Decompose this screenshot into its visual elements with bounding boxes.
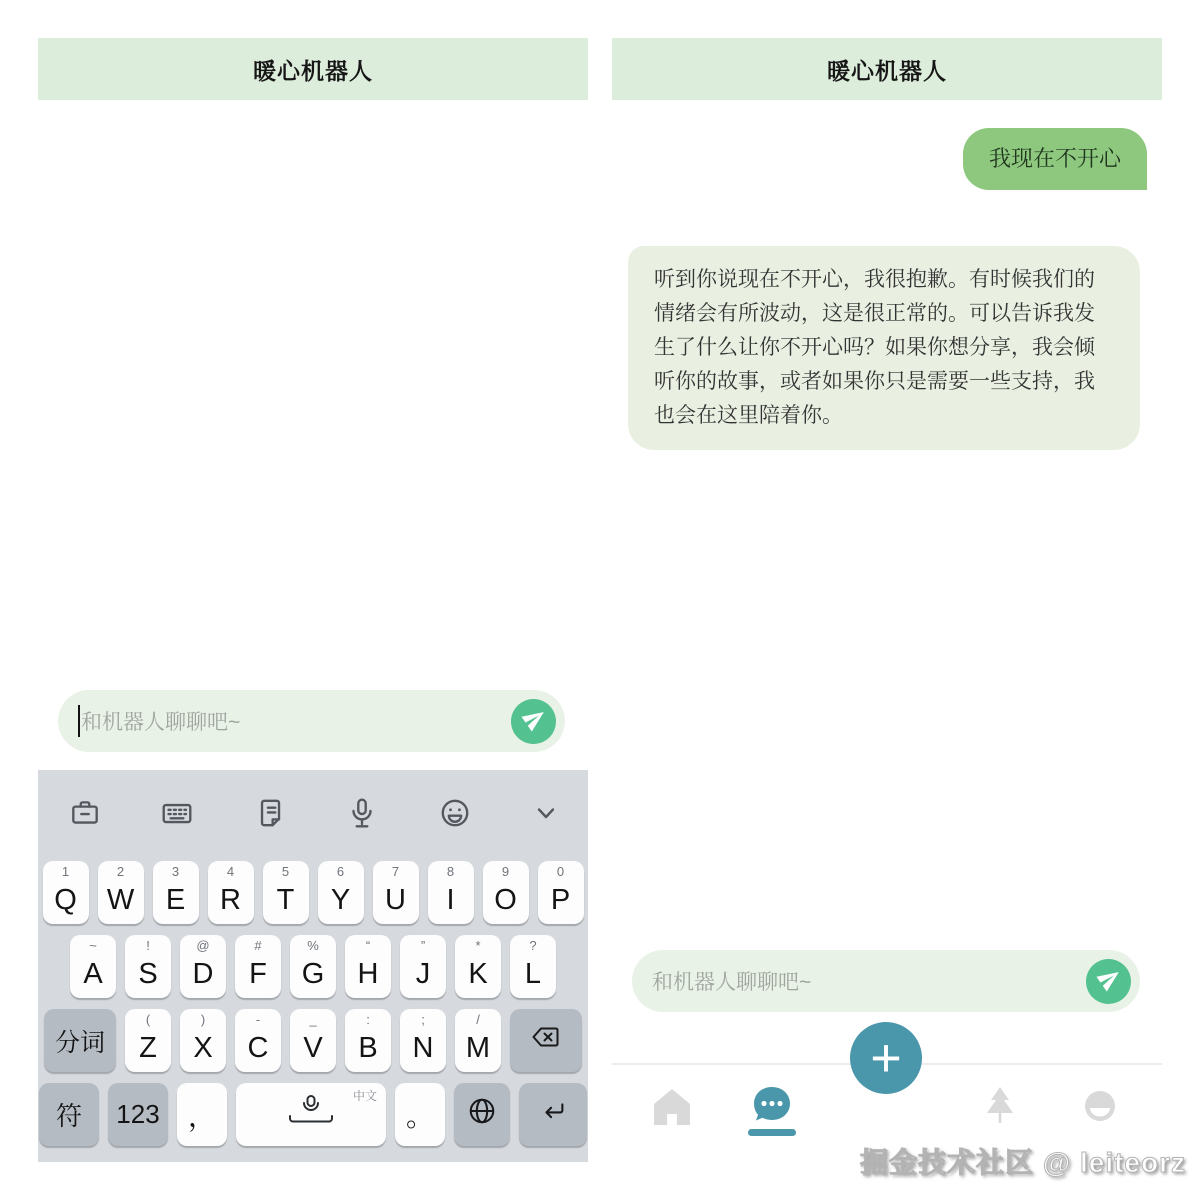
globe-key[interactable] — [454, 1083, 510, 1146]
letter-key-J[interactable]: ” J — [400, 935, 446, 998]
letter-key-M[interactable]: / M — [455, 1009, 501, 1072]
user-message-bubble: 我现在不开心 — [963, 128, 1147, 190]
key-hint: / — [476, 1012, 480, 1027]
chat-input-placeholder: 和机器人聊聊吧~ — [652, 971, 812, 994]
chat-input-placeholder: 和机器人聊聊吧~ — [81, 711, 241, 734]
key-hint: ; — [421, 1012, 425, 1027]
numeric-key[interactable]: 123 — [108, 1083, 168, 1146]
nav-item-home[interactable] — [650, 1085, 694, 1129]
keyboard-row-2 — [38, 935, 588, 998]
key-hint: @ — [196, 938, 210, 953]
key-hint: ~ — [89, 938, 97, 953]
watermark-text: 掘金技术社区 @ leiteorz — [860, 1147, 1186, 1178]
chat-message-list — [612, 100, 1162, 450]
chat-input[interactable] — [58, 690, 565, 752]
toolbox-icon[interactable] — [68, 796, 102, 830]
backspace-icon — [530, 1021, 562, 1060]
letter-key-E[interactable]: 3 E — [153, 861, 199, 924]
key-hint: 4 — [226, 864, 235, 879]
letter-key-N[interactable]: ; N — [400, 1009, 446, 1072]
text-cursor — [78, 705, 80, 737]
key-hint: 5 — [281, 864, 290, 879]
enter-key[interactable] — [519, 1083, 587, 1146]
key-hint: # — [254, 938, 262, 953]
letter-key-C[interactable]: - C — [235, 1009, 281, 1072]
letter-key-L[interactable]: ? L — [510, 935, 556, 998]
bot-message-bubble: 听到你说现在不开心，我很抱歉。有时候我们的情绪会有所波动，这是很正常的。可以告诉我发生了什么让你不开心吗？如果你想分享，我会倾听你的故事，或者如果你只是需要一些支持，我也会在这里陪着你。 — [628, 246, 1140, 450]
key-hint: - — [255, 1012, 261, 1027]
send-button[interactable] — [1086, 959, 1131, 1004]
add-chat-fab-button[interactable]: + — [850, 1022, 922, 1094]
letter-key-O[interactable]: 9 O — [483, 861, 529, 924]
letter-key-W[interactable]: 2 W — [98, 861, 144, 924]
key-hint: : — [366, 1012, 370, 1027]
symbol-key[interactable]: 符 — [39, 1083, 99, 1146]
virtual-keyboard — [38, 770, 588, 1162]
space-language-label: 中文 — [352, 1089, 377, 1103]
key-hint: 9 — [501, 864, 510, 879]
keyboard-row-3 — [38, 1009, 588, 1072]
key-hint: ” — [420, 938, 426, 953]
letter-key-H[interactable]: “ H — [345, 935, 391, 998]
keyboard-icon[interactable] — [160, 796, 194, 830]
nav-item-chat[interactable] — [750, 1085, 794, 1129]
enter-icon — [538, 1096, 568, 1134]
tree-icon — [978, 1116, 1022, 1133]
period-key[interactable]: 。 — [395, 1083, 445, 1146]
page-title: 暖心机器人 — [38, 38, 588, 100]
letter-key-P[interactable]: 0 P — [538, 861, 584, 924]
letter-key-Z[interactable]: ( Z — [125, 1009, 171, 1072]
space-mic-icon — [281, 1094, 341, 1136]
letter-key-U[interactable]: 7 U — [373, 861, 419, 924]
key-hint: ) — [200, 1012, 206, 1027]
notes-icon[interactable] — [253, 796, 287, 830]
comma-key[interactable]: ， — [177, 1083, 227, 1146]
key-hint: 8 — [446, 864, 455, 879]
key-hint: ! — [146, 938, 150, 953]
letter-key-I[interactable]: 8 I — [428, 861, 474, 924]
nav-item-forest[interactable] — [978, 1085, 1022, 1129]
letter-key-R[interactable]: 4 R — [208, 861, 254, 924]
key-hint: % — [307, 938, 319, 953]
space-key[interactable] — [236, 1083, 386, 1146]
letter-key-G[interactable]: % G — [290, 935, 336, 998]
key-hint: 7 — [391, 864, 400, 879]
letter-key-X[interactable]: ) X — [180, 1009, 226, 1072]
nav-item-profile[interactable] — [1078, 1085, 1122, 1129]
keyboard-row-1 — [38, 861, 588, 924]
letter-key-T[interactable]: 5 T — [263, 861, 309, 924]
key-hint: 3 — [171, 864, 180, 879]
globe-icon — [467, 1096, 497, 1134]
paper-plane-icon — [1097, 967, 1121, 996]
paper-plane-icon — [522, 707, 546, 736]
segment-key[interactable]: 分词 — [44, 1009, 116, 1072]
keyboard-row-4 — [38, 1083, 588, 1146]
home-icon — [650, 1116, 694, 1133]
key-hint: 2 — [116, 864, 125, 879]
key-hint: 0 — [556, 864, 565, 879]
profile-icon — [1078, 1116, 1122, 1133]
active-tab-underline — [748, 1129, 796, 1136]
emoji-icon[interactable] — [438, 796, 472, 830]
page-title: 暖心机器人 — [612, 38, 1162, 100]
letter-key-K[interactable]: * K — [455, 935, 501, 998]
letter-key-F[interactable]: # F — [235, 935, 281, 998]
keyboard-toolbar — [38, 770, 588, 850]
letter-key-D[interactable]: @ D — [180, 935, 226, 998]
key-hint: 1 — [61, 864, 70, 879]
key-hint: * — [475, 938, 481, 953]
letter-key-S[interactable]: ! S — [125, 935, 171, 998]
key-hint: _ — [309, 1012, 317, 1027]
microphone-icon[interactable] — [345, 796, 379, 830]
backspace-key[interactable] — [510, 1009, 582, 1072]
letter-key-A[interactable]: ~ A — [70, 935, 116, 998]
key-hint: 6 — [336, 864, 345, 879]
letter-key-Y[interactable]: 6 Y — [318, 861, 364, 924]
send-button[interactable] — [511, 699, 556, 744]
letter-key-B[interactable]: : B — [345, 1009, 391, 1072]
key-hint: “ — [365, 938, 371, 953]
key-hint: ( — [145, 1012, 151, 1027]
collapse-chevron-icon[interactable] — [530, 797, 562, 829]
chat-input[interactable] — [632, 950, 1140, 1012]
letter-key-V[interactable]: _ V — [290, 1009, 336, 1072]
key-hint: ? — [529, 938, 537, 953]
letter-key-Q[interactable]: 1 Q — [43, 861, 89, 924]
